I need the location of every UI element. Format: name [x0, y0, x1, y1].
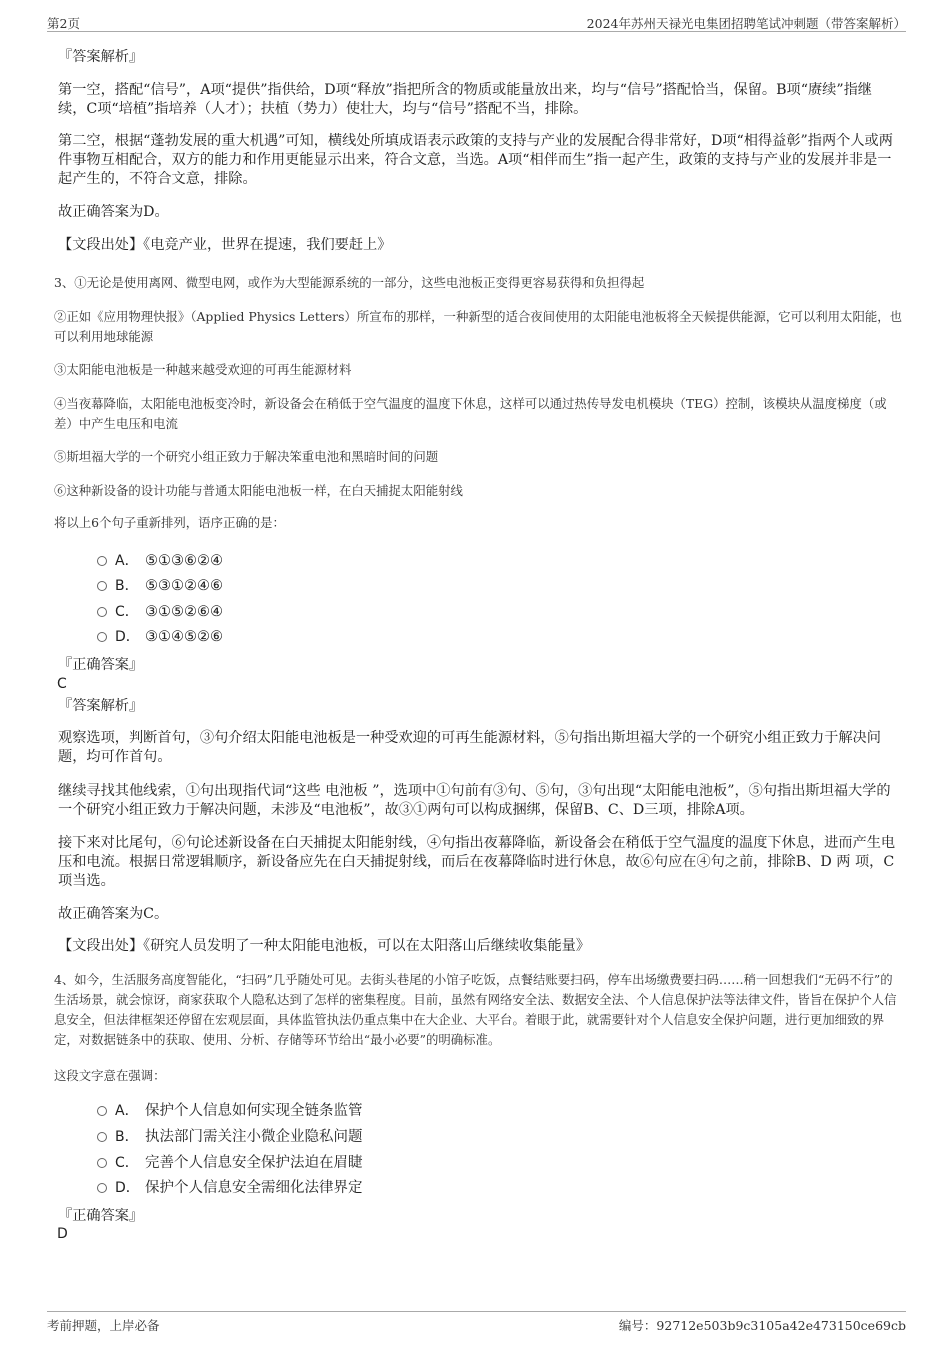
analysis-paragraph: 第二空，根据“蓬勃发展的重大机遇”可知，横线处所填成语表示政策的支持与产业的发展配合得非常好，D项“相得益彰”指两个人或两件事物互相配合，双方的能力和作用更能显示出来，符合文意，当选。A项“相伴而生”指一起产生，政策的支持与产业的发展并非是一起产生的，不符合文意，排除。 [58, 133, 893, 187]
option-d[interactable]: D． ③①④⑤②⑥ [97, 627, 223, 647]
correct-answer: C [57, 676, 67, 692]
question-stem: 4、如今，生活服务高度智能化，“扫码”几乎随处可见。去街头巷尾的小馆子吃饭，点餐结账要扫码，停车出场缴费要扫码……稍一回想我们“无码不行”的生活场景，就会惊讶，商家获取个人隐私达到了怎样的密集程度。目前，虽然有网络安全法、数据安全法、个人信息保护法等法律文件，皆旨在保护个人信息安全，但法律框架还停留在宏观层面，具体监管执法仍重点集中在大企业、大平台。着眼于此，就需要针对个人信息安全保护问题，进行更加细致的界定，对数据链条中的获取、使用、分析、存储等环节给出“最小必要”的明确标准。 [54, 972, 897, 1047]
document-title: 2024年苏州天禄光电集团招聘笔试冲刺题（带答案解析） [586, 16, 906, 31]
page-footer [47, 1311, 906, 1336]
option-a[interactable]: A． 保护个人信息如何实现全链条监管 [97, 1101, 363, 1121]
question-sentence: 3、①无论是使用离网、微型电网，或作为大型能源系统的一部分，这些电池板正变得更容易获得和负担得起 [54, 275, 645, 290]
answer-analysis-label: 『答案解析』 [58, 698, 144, 714]
question-prompt: 将以上6个句子重新排列，语序正确的是： [54, 515, 285, 530]
passage-source: 【文段出处】《研究人员发明了一种太阳能电池板，可以在太阳落山后继续收集能量》 [58, 938, 591, 954]
option-c[interactable]: C． 完善个人信息安全保护法迫在眉睫 [97, 1153, 363, 1173]
analysis-conclusion: 故正确答案为D。 [58, 204, 169, 220]
page-number: 第2页 [47, 16, 80, 31]
page-header [47, 11, 906, 32]
question-sentence: ③太阳能电池板是一种越来越受欢迎的可再生能源材料 [54, 362, 352, 377]
radio-button[interactable] [97, 1106, 107, 1116]
radio-button[interactable] [97, 1158, 107, 1168]
passage-source: 【文段出处】《电竞产业，世界在提速，我们要赶上》 [58, 237, 392, 253]
option-a[interactable]: A． ⑤①③⑥②④ [97, 551, 223, 571]
radio-button[interactable] [97, 632, 107, 642]
radio-button[interactable] [97, 556, 107, 566]
analysis-paragraph: 接下来对比尾句，⑥句论述新设备在白天捕捉太阳能射线，④句指出夜幕降临，新设备会在稍低于空气温度的温度下休息，进而产生电压和电流。根据日常逻辑顺序，新设备应先在白天捕捉射线，而后在夜幕降临时进行休息，故⑥句应在④句之前，排除B、D 两 项，C项当选。 [58, 835, 896, 889]
option-c[interactable]: C． ③①⑤②⑥④ [97, 602, 223, 622]
correct-answer-label: 『正确答案』 [58, 1208, 144, 1224]
radio-button[interactable] [97, 581, 107, 591]
question-sentence: ④当夜幕降临，太阳能电池板变冷时，新设备会在稍低于空气温度的温度下休息，这样可以通过热传导发电机模块（TEG）控制，该模块从温度梯度（或差）中产生电压和电流 [54, 396, 887, 431]
question-sentence: ⑤斯坦福大学的一个研究小组正致力于解决笨重电池和黑暗时间的问题 [54, 449, 439, 464]
question-sentence: ⑥这种新设备的设计功能与普通太阳能电池板一样，在白天捕捉太阳能射线 [54, 483, 463, 498]
question-sentence: ②正如《应用物理快报》（Applied Physics Letters）所宣布的那样，一种新型的适合夜间使用的太阳能电池板将全天候提供能源，它可以利用太阳能，也可以利用地球能源 [54, 309, 903, 344]
question-prompt: 这段文字意在强调： [54, 1068, 166, 1083]
correct-answer: D [57, 1226, 68, 1242]
answer-analysis-label: 『答案解析』 [58, 49, 144, 65]
radio-button[interactable] [97, 607, 107, 617]
analysis-paragraph: 继续寻找其他线索，①句出现指代词“这些 电池板 ”，选项中①句前有③句、⑤句，③句出现“太阳能电池板”，⑤句指出斯坦福大学的一个研究小组正致力于解决问题，未涉及“电池板”，故③①两句可以构成捆绑，保留B、C、D三项，排除A项。 [58, 783, 891, 818]
correct-answer-label: 『正确答案』 [58, 657, 144, 673]
option-b[interactable]: B． 执法部门需关注小微企业隐私问题 [97, 1127, 363, 1147]
option-d[interactable]: D． 保护个人信息安全需细化法律界定 [97, 1178, 363, 1198]
analysis-paragraph: 第一空，搭配“信号”，A项“提供”指供给，D项“释放”指把所含的物质或能量放出来，均与“信号”搭配恰当，保留。B项“赓续”指继续，C项“培植”指培养（人才）；扶植（势力）使壮大，均与“信号”搭配不当，排除。 [58, 82, 872, 117]
radio-button[interactable] [97, 1183, 107, 1193]
analysis-paragraph: 观察选项，判断首句，③句介绍太阳能电池板是一种受欢迎的可再生能源材料，⑤句指出斯坦福大学的一个研究小组正致力于解决问题，均可作首句。 [58, 730, 881, 765]
document-id: 编号：92712e503b9c3105a42e473150ce69cb [618, 1318, 906, 1333]
option-b[interactable]: B． ⑤③①②④⑥ [97, 576, 223, 596]
radio-button[interactable] [97, 1132, 107, 1142]
analysis-conclusion: 故正确答案为C。 [58, 906, 169, 922]
footer-slogan: 考前押题，上岸必备 [47, 1318, 160, 1333]
